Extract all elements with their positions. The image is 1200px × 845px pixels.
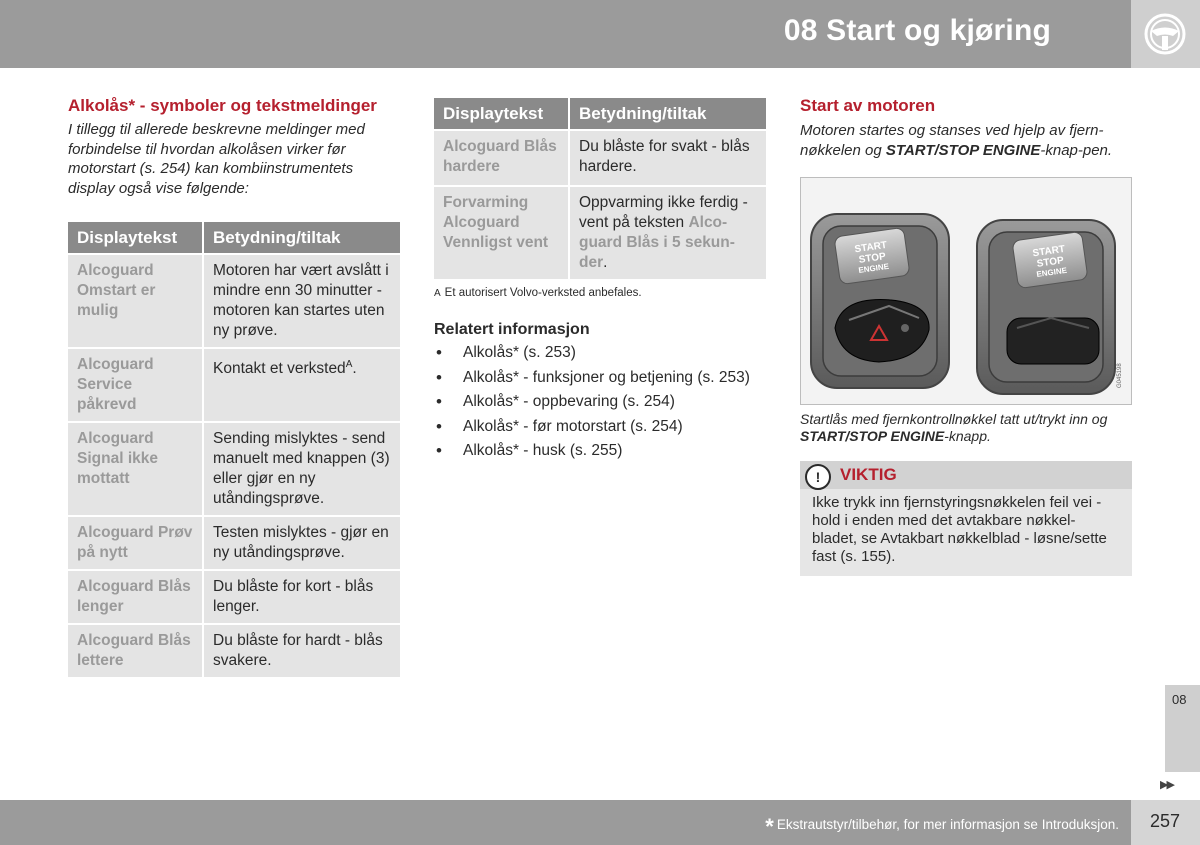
table-row	[68, 516, 400, 570]
display-text-cell: Alcoguard Omstart er mulig	[68, 254, 203, 348]
meaning-text: Kontakt et verksted	[213, 360, 346, 378]
related-link[interactable]: • Alkolås* - før motorstart (s. 254)	[434, 415, 766, 440]
column-header: Betydning/tiltak	[569, 98, 766, 130]
meaning-cell	[569, 186, 766, 279]
image-button-label: ENGINE	[857, 261, 890, 275]
column-header: Displaytekst	[68, 222, 203, 254]
meaning-cell: Du blåste for kort - blås lenger.	[203, 570, 400, 624]
display-text-cell: Forvarming Alcoguard Vennligst vent	[434, 186, 569, 279]
meaning-cell: Du blåste for svakt - blås hardere.	[569, 130, 766, 186]
warning-text: Ikke trykk inn fjernstyringsnøkkelen feil vei - hold i enden med det avtakbare nøkkel-bladet, se Avtakbart nøkkelblad - løsne/sette fast (s. 155).	[812, 494, 1107, 565]
table-row	[68, 570, 400, 624]
right-column	[800, 96, 1132, 576]
display-text-cell: Alcoguard Signal ikke mottatt	[68, 422, 203, 516]
related-link[interactable]: • Alkolås* - husk (s. 255)	[434, 439, 766, 464]
meaning-end: .	[352, 360, 357, 378]
meaning-highlight: Alco-guard Blås i 5 sekun-der	[579, 214, 735, 271]
meaning-end: .	[603, 254, 608, 271]
continue-arrows-icon: ▶▶	[1160, 779, 1173, 791]
caption-part: -knapp.	[944, 428, 991, 444]
display-text-cell: Alcoguard Prøv på nytt	[68, 516, 203, 570]
meaning-cell: Motoren har vært avslått i mindre enn 30 minutter - motoren kan startes uten ny prøve.	[203, 254, 400, 348]
image-code: G045198	[1117, 363, 1123, 388]
column-header: Betydning/tiltak	[203, 222, 400, 254]
related-link[interactable]: • Alkolås* (s. 253)	[434, 341, 766, 366]
chapter-title: 08 Start og kjøring	[783, 14, 1051, 47]
display-text-cell: Alcoguard Blås hardere	[434, 130, 569, 186]
footnote	[434, 287, 766, 299]
caption-part: Startlås med fjernkontrollnøkkel tatt ut/trykt inn og	[800, 411, 1108, 427]
page-footer	[0, 800, 1131, 845]
table-row	[434, 186, 766, 279]
related-link[interactable]: • Alkolås* - funksjoner og betjening (s. 253)	[434, 366, 766, 391]
display-text-cell: Alcoguard Service påkrevd	[68, 348, 203, 422]
exclamation-icon: !	[805, 464, 831, 490]
start-stop-illustration	[801, 178, 1131, 404]
display-messages-table	[68, 222, 400, 677]
table-row	[434, 130, 766, 186]
image-button-label: START	[853, 239, 888, 256]
display-text-cell: Alcoguard Blås lenger	[68, 570, 203, 624]
left-column	[68, 96, 400, 677]
footer-note-text: Ekstrautstyr/tilbehør, for mer informasjon se Introduksjon.	[776, 817, 1119, 832]
section-heading: Alkolås* - symboler og tekstmeldinger	[68, 96, 377, 115]
table-row	[68, 422, 400, 516]
meaning-cell: Testen mislyktes - gjør en ny utåndingsprøve.	[203, 516, 400, 570]
related-info-list	[434, 341, 766, 464]
footnote-marker: A	[345, 359, 353, 370]
caption-bold: START/STOP ENGINE	[800, 428, 945, 444]
meaning-text: Oppvarming ikke ferdig - vent på teksten	[579, 194, 748, 231]
chapter-side-tab	[1165, 685, 1200, 772]
image-button-label: STOP	[858, 251, 887, 266]
display-text-cell: Alcoguard Blås lettere	[68, 624, 203, 677]
warning-box	[800, 461, 1132, 576]
intro-text	[800, 121, 1132, 161]
image-button-label: ENGINE	[1035, 265, 1068, 279]
image-button-label: START	[1031, 243, 1066, 260]
intro-part: Motoren startes og stanses ved hjelp av fjern-nøkkelen og	[800, 122, 1104, 159]
meaning-cell: Sending mislyktes - send manuelt med knappen (3) eller gjør en ny utåndingsprøve.	[203, 422, 400, 516]
warning-title: VIKTIG	[840, 465, 897, 484]
ignition-photo	[800, 177, 1132, 405]
intro-part: -knap-pen.	[1040, 142, 1113, 159]
meaning-cell	[203, 348, 400, 422]
middle-column	[434, 98, 766, 464]
table-row	[68, 624, 400, 677]
photo-caption	[800, 411, 1132, 445]
table-row	[68, 348, 400, 422]
intro-bold: START/STOP ENGINE	[885, 142, 1041, 159]
page-number: 257	[1150, 811, 1181, 831]
related-link[interactable]: • Alkolås* - oppbevaring (s. 254)	[434, 390, 766, 415]
page-header	[0, 0, 1131, 68]
asterisk: *	[765, 814, 774, 839]
column-header: Displaytekst	[434, 98, 569, 130]
footer-note	[765, 814, 1119, 840]
image-button-label: STOP	[1036, 255, 1065, 270]
steering-wheel-icon	[1143, 12, 1187, 56]
related-info-title: Relatert informasjon	[434, 321, 590, 338]
chapter-number: 08	[1172, 692, 1187, 707]
display-messages-table-continued	[434, 98, 766, 279]
page-number-box	[1131, 800, 1200, 845]
warning-header	[800, 461, 1132, 489]
footnote-marker: A	[434, 288, 441, 299]
footnote-text: Et autorisert Volvo-verksted anbefales.	[444, 287, 642, 299]
chapter-icon-box	[1131, 0, 1200, 68]
table-row	[68, 254, 400, 348]
meaning-cell: Du blåste for hardt - blås svakere.	[203, 624, 400, 677]
section-heading: Start av motoren	[800, 96, 936, 115]
intro-text: I tillegg til allerede beskrevne meldinger med forbindelse til hvordan alkolåsen virker før motorstart (s. 254) kan kombiinstrumentets display også vise følgende:	[68, 121, 365, 197]
